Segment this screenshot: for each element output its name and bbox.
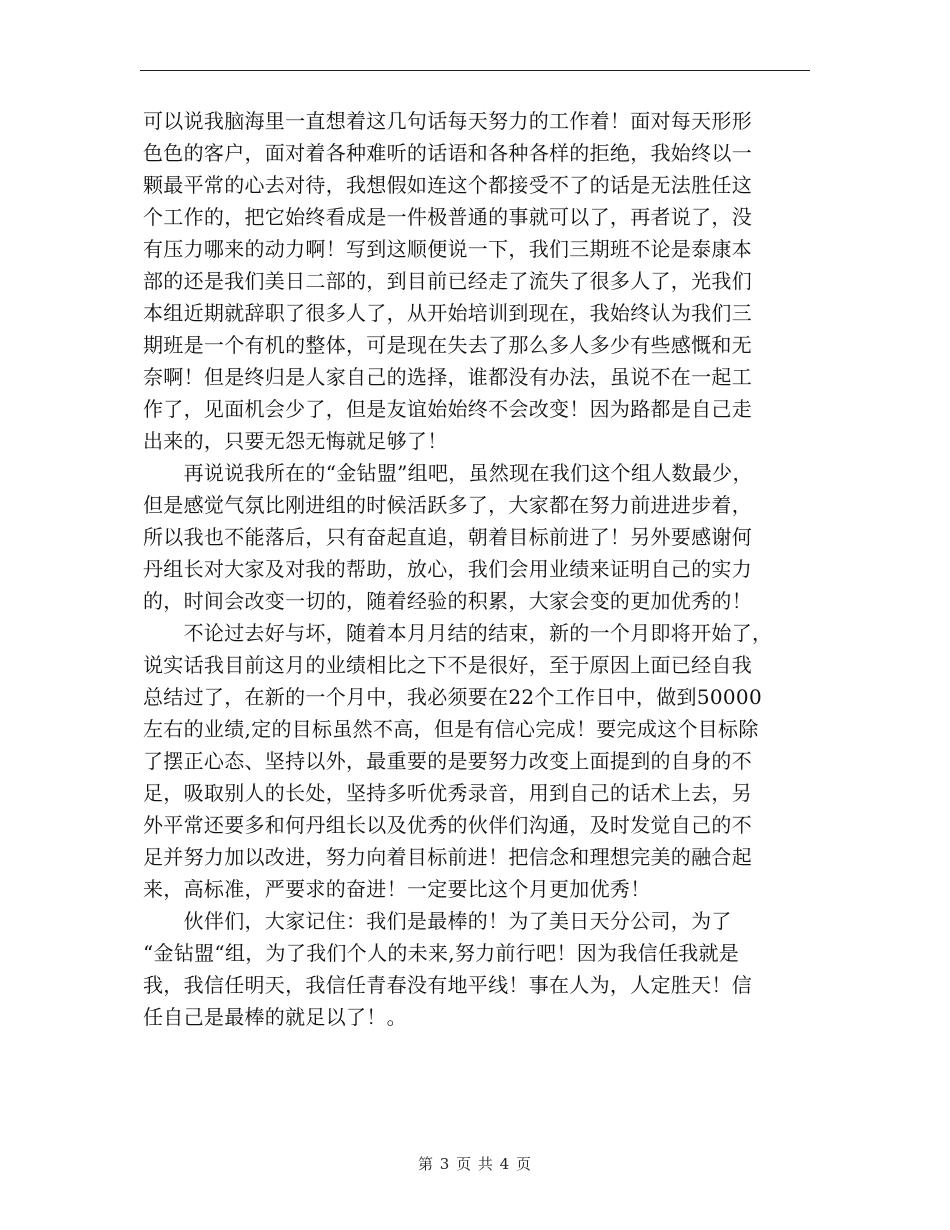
text-line: 左右的业绩,定的目标虽然不高，但是有信心完成！要完成这个目标除 [143, 717, 759, 741]
text-line: 任自己是最棒的就足以了！。 [143, 1005, 407, 1029]
text-line: 但是感觉气氛比刚进组的时候活跃多了，大家都在努力前进进步着， [143, 493, 752, 517]
text-line: 可以说我脑海里一直想着这几句话每天努力的工作着！面对每天形形 [143, 109, 752, 133]
text-line: 足，吸取别人的长处，坚持多听优秀录音，用到自己的话术上去，另 [143, 781, 752, 805]
text-line: 再说说我所在的“金钻盟”组吧，虽然现在我们这个组人数最少， [143, 461, 753, 485]
text-line: 出来的，只要无怨无悔就足够了！ [143, 429, 448, 453]
text-line: 不论过去好与坏，随着本月月结的结束，新的一个月即将开始了， [143, 621, 773, 645]
text-line: 来，高标准，严要求的奋进！一定要比这个月更加优秀！ [143, 877, 651, 901]
text-line: 本组近期就辞职了很多人了，从开始培训到现在，我始终认为我们三 [143, 301, 752, 325]
text-line: 颗最平常的心去对待，我想假如连这个都接受不了的话是无法胜任这 [143, 173, 752, 197]
text-line: 了摆正心态、坚持以外，最重要的是要努力改变上面提到的自身的不 [143, 749, 752, 773]
text-line: 的，时间会改变一切的，随着经验的积累，大家会变的更加优秀的！ [143, 589, 752, 613]
text-line: 伙伴们，大家记住：我们是最棒的！为了美日天分公司，为了 [143, 909, 732, 933]
text-line: 说实话我目前这月的业绩相比之下不是很好，至于原因上面已经自我 [143, 653, 752, 677]
text-line: 丹组长对大家及对我的帮助，放心，我们会用业绩来证明自己的实力 [143, 557, 752, 581]
text-line: 作了，见面机会少了，但是友谊始始终不会改变！因为路都是自己走 [143, 397, 752, 421]
text-line: 期班是一个有机的整体，可是现在失去了那么多人多少有些感慨和无 [143, 333, 752, 357]
header-rule [140, 70, 810, 71]
text-line: 奈啊！但是终归是人家自己的选择，谁都没有办法，虽说不在一起工 [143, 365, 752, 389]
text-line: 色色的客户，面对着各种难听的话语和各种各样的拒绝，我始终以一 [143, 141, 752, 165]
text-line: “金钻盟“组，为了我们个人的未来,努力前行吧！因为我信任我就是 [143, 941, 740, 965]
text-line: 总结过了，在新的一个月中，我必须要在22个工作日中，做到50000 [143, 685, 762, 709]
text-line: 我，我信任明天，我信任青春没有地平线！事在人为，人定胜天！信 [143, 973, 752, 997]
text-line: 所以我也不能落后，只有奋起直追，朝着目标前进了！另外要感谢何 [143, 525, 752, 549]
page-number-footer: 第 3 页 共 4 页 [418, 1155, 532, 1173]
text-line: 外平常还要多和何丹组长以及优秀的伙伴们沟通，及时发觉自己的不 [143, 813, 752, 837]
text-line: 足并努力加以改进，努力向着目标前进！把信念和理想完美的融合起 [143, 845, 752, 869]
text-line: 部的还是我们美日二部的，到目前已经走了流失了很多人了，光我们 [143, 269, 752, 293]
text-line: 有压力哪来的动力啊！写到这顺便说一下，我们三期班不论是泰康本 [143, 237, 752, 261]
text-line: 个工作的，把它始终看成是一件极普通的事就可以了，再者说了，没 [143, 205, 752, 229]
document-body [143, 105, 833, 1033]
